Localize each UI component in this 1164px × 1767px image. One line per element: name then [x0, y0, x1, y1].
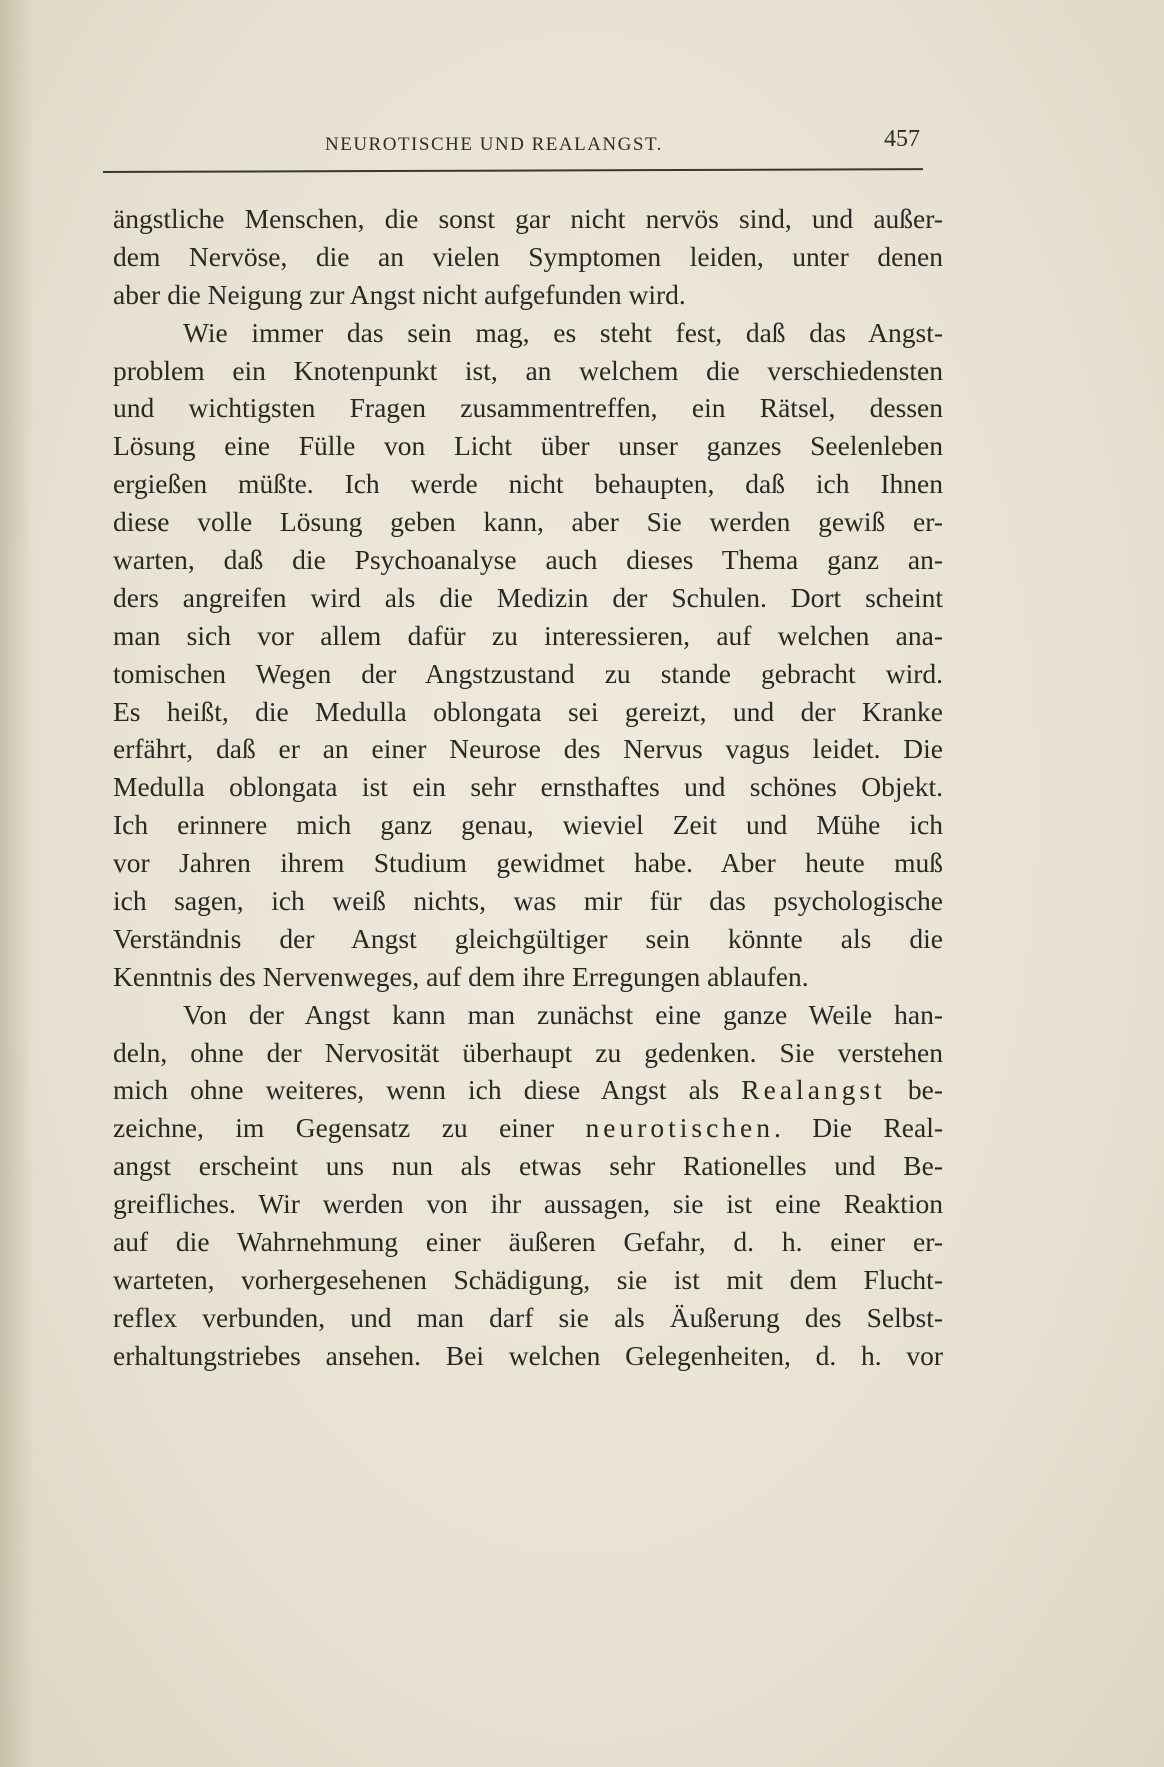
text-line: [113, 1109, 943, 1147]
text-line: man sich vor allem dafür zu interessieren, auf welchen ana-: [113, 619, 943, 651]
text-line: auf die Wahrnehmung einer äußeren Gefahr, d. h. einer er-: [113, 1226, 943, 1258]
text-line: tomischen Wegen der Angstzustand zu stande gebracht wird.: [113, 657, 943, 689]
text-line: reflex verbunden, und man darf sie als Äußerung des Selbst-: [113, 1301, 943, 1333]
text-line: problem ein Knotenpunkt ist, an welchem die verschiedensten: [113, 354, 943, 386]
text-line: [113, 1071, 943, 1109]
text-segment: be-: [885, 1074, 943, 1106]
text-line: ängstliche Menschen, die sonst gar nicht nervös sind, und außer-: [113, 203, 943, 234]
emphasis-realangst: Realangst: [741, 1074, 886, 1106]
text-line: Verständnis der Angst gleichgültiger sein könnte als die: [113, 922, 943, 954]
text-line: Ich erinnere mich ganz genau, wieviel Zeit und Mühe ich: [113, 809, 943, 841]
text-segment: mich ohne weiteres, wenn ich diese Angst als: [113, 1074, 742, 1106]
text-line: deln, ohne der Nervosität überhaupt zu gedenken. Sie verstehen: [113, 1036, 943, 1068]
text-line: Es heißt, die Medulla oblongata sei gereizt, und der Kranke: [113, 695, 943, 727]
text-line: ders angreifen wird als die Medizin der Schulen. Dort scheint: [113, 581, 943, 613]
text-line: ergießen müßte. Ich werde nicht behaupten, daß ich Ihnen: [113, 468, 943, 500]
text-line: Lösung eine Fülle von Licht über unser ganzes Seelenleben: [113, 430, 943, 462]
text-line: vor Jahren ihrem Studium gewidmet habe. Aber heute muß: [113, 847, 943, 879]
text-line: diese volle Lösung geben kann, aber Sie werden gewiß er-: [113, 506, 943, 538]
text-segment: . Die Real-: [774, 1112, 943, 1144]
text-line: angst erscheint uns nun als etwas sehr Rationelles und Be-: [113, 1150, 943, 1182]
page-number: 457: [884, 126, 920, 152]
header-rule: [103, 168, 923, 173]
emphasis-neurotischen: neurotischen: [585, 1112, 774, 1144]
text-line: warteten, vorhergesehenen Schädigung, sie ist mit dem Flucht-: [113, 1263, 943, 1295]
text-line: Kenntnis des Nervenweges, auf dem ihre Erregungen ablaufen.: [113, 960, 809, 992]
running-title: NEUROTISCHE UND REALANGST.: [325, 134, 663, 155]
text-line: dem Nervöse, die an vielen Symptomen leiden, unter denen: [113, 240, 943, 272]
text-line: und wichtigsten Fragen zusammentreffen, ein Rätsel, dessen: [113, 392, 943, 424]
text-line: aber die Neigung zur Angst nicht aufgefunden wird.: [113, 278, 686, 310]
text-segment: zeichne, im Gegensatz zu einer: [113, 1112, 586, 1144]
paragraph-start-line: Wie immer das sein mag, es steht fest, daß das Angst-: [183, 316, 943, 348]
text-line: erfährt, daß er an einer Neurose des Nervus vagus leidet. Die: [113, 733, 943, 765]
text-line: ich sagen, ich weiß nichts, was mir für das psychologische: [113, 885, 943, 917]
paragraph-start-line: Von der Angst kann man zunächst eine ganze Weile han-: [183, 998, 943, 1030]
text-line: erhaltungstriebes ansehen. Bei welchen Gelegenheiten, d. h. vor: [113, 1339, 943, 1371]
text-line: warten, daß die Psychoanalyse auch dieses Thema ganz an-: [113, 544, 943, 576]
text-line: Medulla oblongata ist ein sehr ernsthaftes und schönes Objekt.: [113, 771, 943, 803]
text-line: greifliches. Wir werden von ihr aussagen, sie ist eine Reaktion: [113, 1188, 943, 1220]
body-text: [113, 200, 943, 1375]
